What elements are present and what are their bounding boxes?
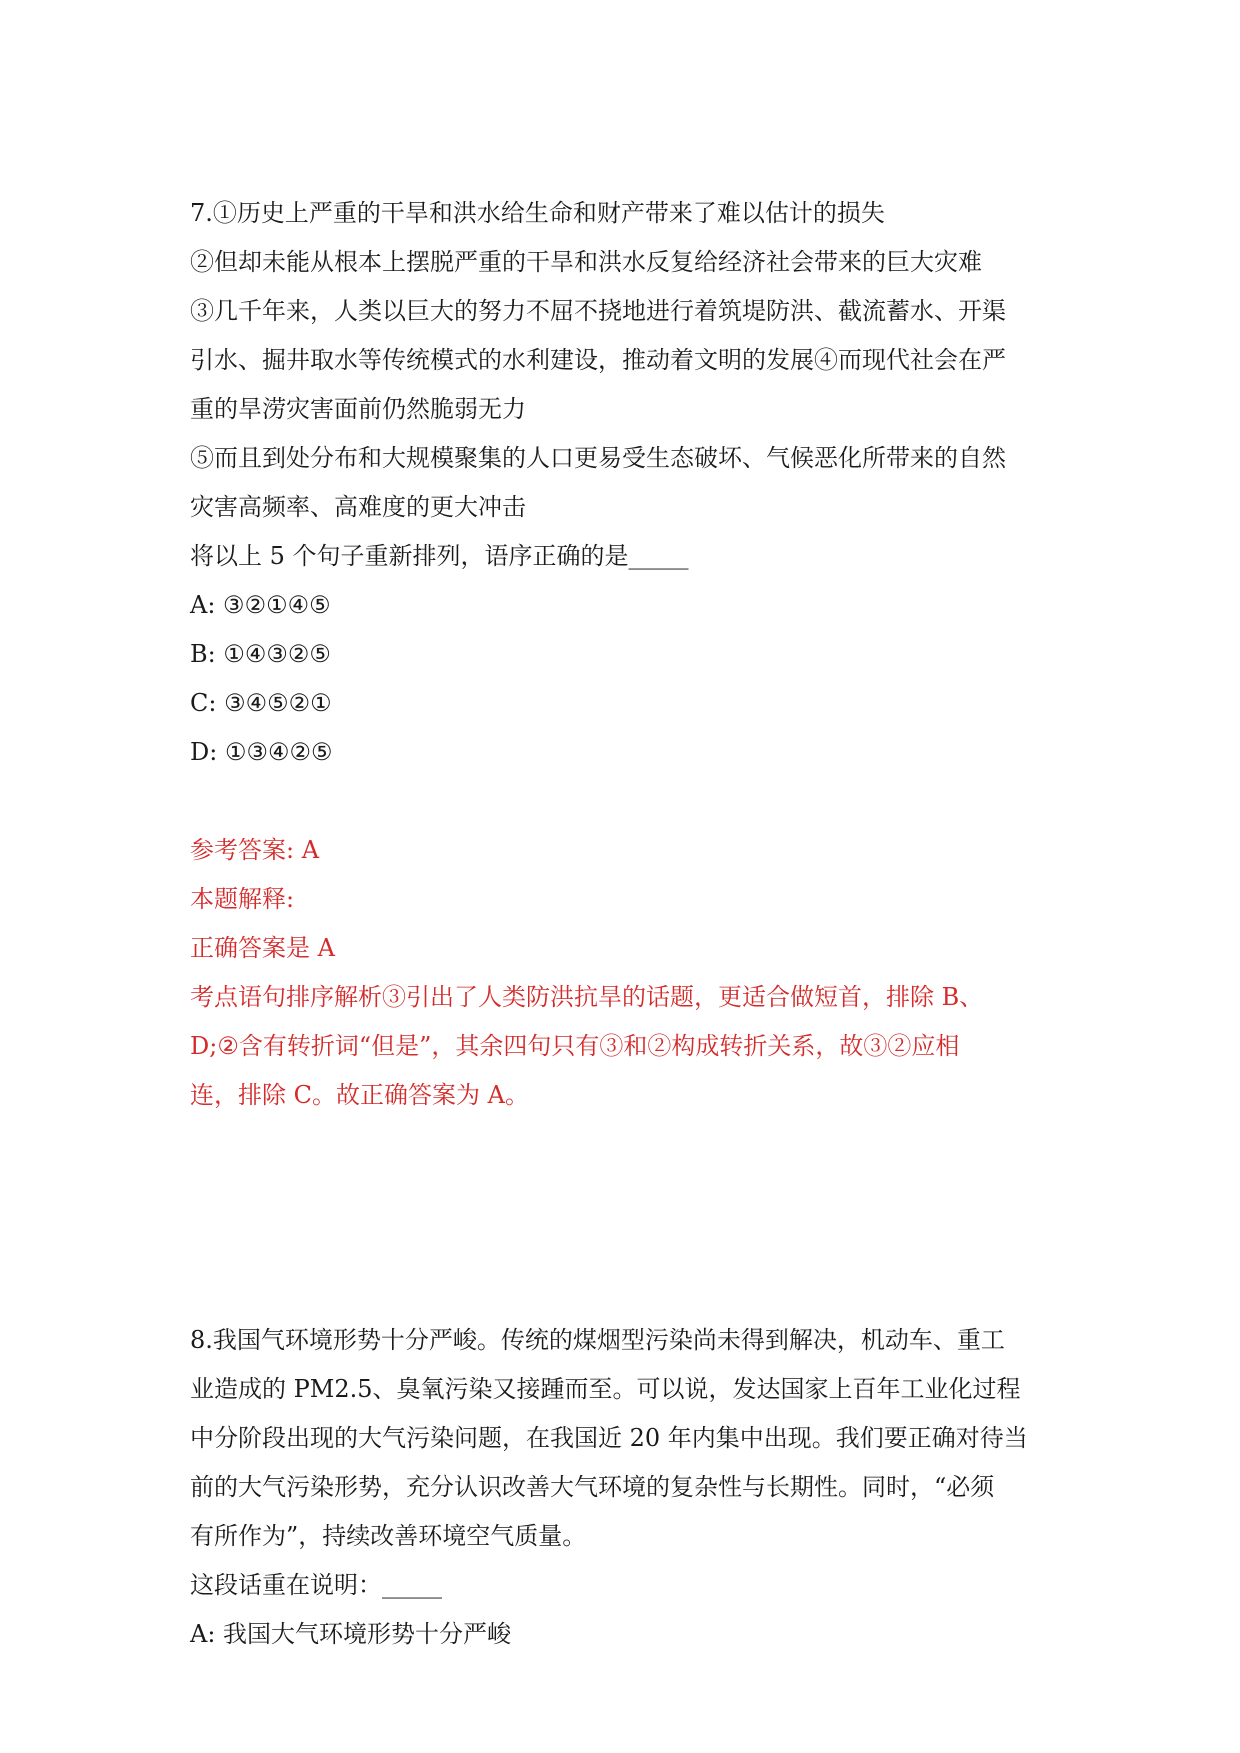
question-7-stem-line: 重的旱涝灾害面前仍然脆弱无力 xyxy=(190,395,526,423)
analysis-line: 考点语句排序解析③引出了人类防洪抗旱的话题，更适合做短首，排除 B、 xyxy=(190,983,984,1011)
question-7-option-d: D: ①③④②⑤ xyxy=(190,738,333,766)
question-7-stem-line: ③几千年来，人类以巨大的努力不屈不挠地进行着筑堤防洪、截流蓄水、开渠 xyxy=(190,297,1006,325)
question-8-option-a: A: 我国大气环境形势十分严峻 xyxy=(190,1620,512,1648)
question-7-stem-line: ②但却未能从根本上摆脱严重的干旱和洪水反复给经济社会带来的巨大灾难 xyxy=(190,248,982,276)
question-8 xyxy=(190,1316,1070,1659)
question-7-stem-line: 引水、掘井取水等传统模式的水利建设，推动着文明的发展④而现代社会在严 xyxy=(190,346,1006,374)
question-8-stem-line: 8.我国气环境形势十分严峻。传统的煤烟型污染尚未得到解决，机动车、重工 xyxy=(190,1326,1005,1354)
document-page xyxy=(190,189,1070,1659)
spacer xyxy=(190,777,1070,826)
question-7-option-b: B: ①④③②⑤ xyxy=(190,640,331,668)
analysis-line: 连，排除 C。故正确答案为 A。 xyxy=(190,1081,529,1109)
question-8-stem-line: 业造成的 PM2.5、臭氧污染又接踵而至。可以说，发达国家上百年工业化过程 xyxy=(190,1375,1021,1403)
question-7-stem-line: 7.①历史上严重的干旱和洪水给生命和财产带来了难以估计的损失 xyxy=(190,199,885,227)
question-8-prompt: 这段话重在说明：_____ xyxy=(190,1571,442,1599)
question-7 xyxy=(190,189,1070,1120)
analysis-line: D;②含有转折词“但是”，其余四句只有③和②构成转折关系，故③②应相 xyxy=(190,1032,960,1060)
spacer xyxy=(190,1120,1070,1316)
question-7-option-a: A: ③②①④⑤ xyxy=(190,591,331,619)
question-7-stem-line: 灾害高频率、高难度的更大冲击 xyxy=(190,493,526,521)
reference-answer: 参考答案: A xyxy=(190,836,320,864)
question-8-stem-line: 中分阶段出现的大气污染问题，在我国近 20 年内集中出现。我们要正确对待当 xyxy=(190,1424,1028,1452)
question-8-stem-line: 有所作为”，持续改善环境空气质量。 xyxy=(190,1522,587,1550)
question-8-stem-line: 前的大气污染形势，充分认识改善大气环境的复杂性与长期性。同时，“必须 xyxy=(190,1473,995,1501)
question-7-option-c: C: ③④⑤②① xyxy=(190,689,332,717)
explanation-label: 本题解释: xyxy=(190,885,295,913)
correct-answer: 正确答案是 A xyxy=(190,934,335,962)
question-7-stem-line: ⑤而且到处分布和大规模聚集的人口更易受生态破坏、气候恶化所带来的自然 xyxy=(190,444,1006,472)
question-7-prompt: 将以上 5 个句子重新排列，语序正确的是_____ xyxy=(190,542,689,570)
